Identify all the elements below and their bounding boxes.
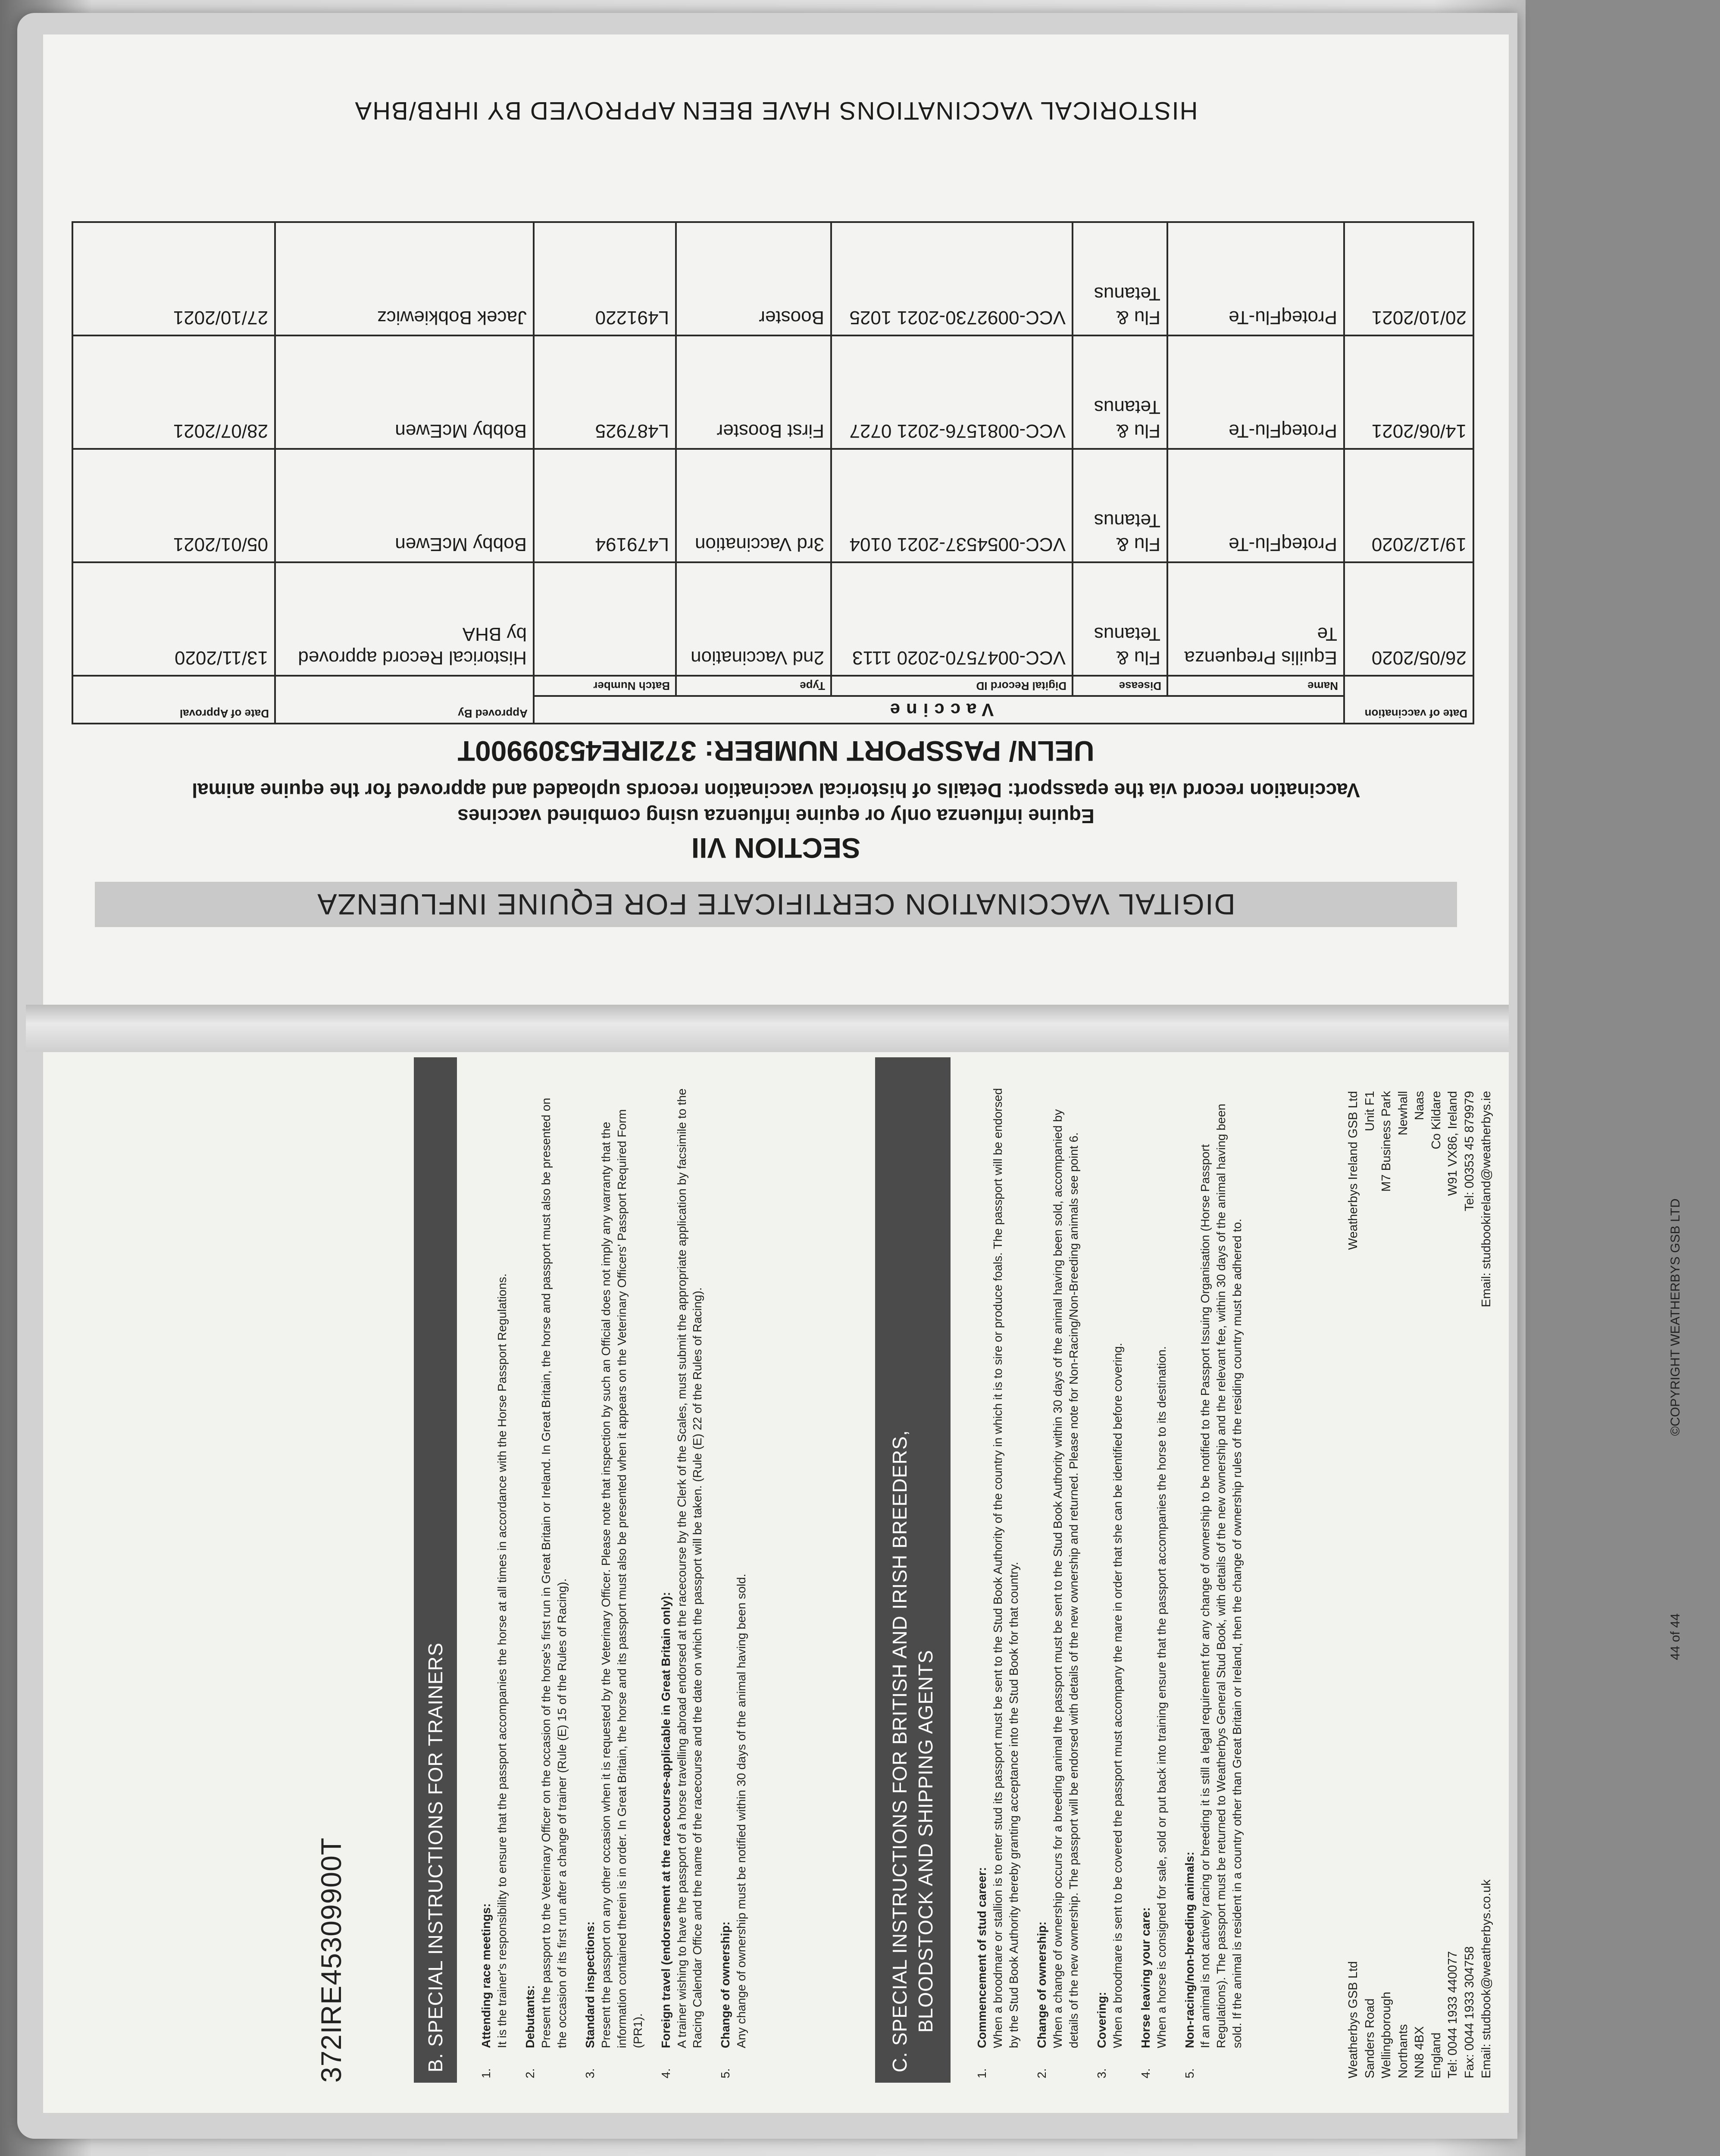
section-c-heading (875, 1057, 951, 2083)
header-date-of-approval: Date of Approval (72, 676, 275, 724)
cell-approved-by: Jacek Bobkiewicz (275, 222, 534, 335)
address-weatherbys-gsb: Weatherbys GSB Ltd Sanders Road Wellingborough Northants NN8 4BX England Tel: 0044 1933 440077 Fax: 0044 1933 304758 Email: studbook@weatherbys.co.uk (1346, 1879, 1493, 2078)
cell-date-of-vaccination: 20/10/2021 (1344, 222, 1473, 335)
header-type: Type (676, 676, 831, 696)
header-digital-record-id: Digital Record ID (831, 676, 1073, 696)
table-row (72, 222, 1473, 335)
address-weatherbys-ireland: Weatherbys Ireland GSB Ltd Unit F1 M7 Business Park Newhall Naas Co Kildare W91 VX86, Ireland Tel: 00353 45 879979 Email: studbookireland@weatherbys.ie (1346, 1091, 1493, 1307)
header-name: Name (1167, 676, 1344, 696)
item-title: Attending race meetings: (479, 1903, 493, 2048)
item-text: When a broodmare or stallion is to enter stud its passport must be sent to the Stud Book Authority of the country in which it is to sire or produce foals. The passport will be endorsed by the Stud Book Authority thereby granting acceptance into the Stud Book for that country. (991, 1088, 1020, 2048)
cell-digital-record-id: VCC-0047570-2020 1113 (831, 562, 1073, 676)
list-item (582, 1087, 646, 2078)
cell-date-of-vaccination: 19/12/2020 (1344, 449, 1473, 562)
table-row (72, 449, 1473, 562)
list-item (658, 1087, 706, 2078)
cell-batch-number (534, 562, 676, 676)
subtitle-line-1: Equine influenza only or equine influenza using combined vaccines (457, 805, 1095, 827)
cell-digital-record-id: VCC-0092730-2021 1025 (831, 222, 1073, 335)
item-title: Commencement of stud career: (975, 1867, 988, 2048)
item-text: Present the passport on any other occasion when it is requested by the Veterinary Officer. Please note that inspection by such an Official does not imply any warranty that the information contained therein is in order. In Great Britain, the horse and its passport must also be presented when it appears on the Veterinary Officers' Passport Required Form (PR1). (599, 1109, 644, 2048)
cell-approved-by: Bobby McEwen (275, 449, 534, 562)
cell-type: First Booster (676, 335, 831, 449)
list-item (1138, 1087, 1170, 2078)
item-number: 1. (975, 2068, 988, 2078)
section-c-list (974, 1087, 1257, 2078)
item-text: If an animal is not actively racing or breeding it is still a legal requirement for any change of ownership to be notified to the Passport Issuing Organisation (Horse Passport Regulations). The passport must be returned to Weatherbys General Stud Book, with details of the new ownership and the relevant fee, within 30 days of the animal having been sold. If the animal is resident in a country other than Great Britain or Ireland, then the change of ownership rules of the residing country must be adhered to. (1198, 1103, 1244, 2048)
subtitle-line-2: Vaccination record via the epassport: Details of historical vaccination records uploaded and approved for the equine animal (192, 779, 1360, 802)
cell-approved-by: Historical Record approved by BHA (275, 562, 534, 676)
cell-name: ProteqFlu-Te (1167, 222, 1344, 335)
section-c-title-line-2: BLOODSTOCK AND SHIPPING AGENTS (914, 1649, 937, 2033)
item-title: Change of ownership: (1035, 1921, 1048, 2048)
passport-spine (26, 1005, 1509, 1052)
cell-disease: Flu & Tetanus (1073, 222, 1167, 335)
table-row (72, 562, 1473, 676)
copyright-notice: ©COPYRIGHT WEATHERBYS GSB LTD (1668, 1198, 1682, 1436)
cell-date-of-vaccination: 14/06/2021 (1344, 335, 1473, 449)
item-text: When a broodmare is sent to be covered the passport must accompany the mare in order that she can be identified before covering. (1110, 1343, 1124, 2048)
item-number: 2. (1035, 2068, 1048, 2078)
section-c-title-line-1: C. SPECIAL INSTRUCTIONS FOR BRITISH AND IRISH BREEDERS, (888, 1430, 911, 2072)
cell-batch-number: L491220 (534, 222, 676, 335)
header-approved-by: Approved By (275, 676, 534, 724)
list-item (1094, 1087, 1126, 2078)
list-item (522, 1087, 570, 2078)
item-number: 5. (1182, 2068, 1196, 2078)
cell-approved-by: Bobby McEwen (275, 335, 534, 449)
cell-disease: Flu & Tetanus (1073, 335, 1167, 449)
cell-digital-record-id: VCC-0054537-2021 0104 (831, 449, 1073, 562)
cell-date-of-approval: 13/11/2020 (72, 562, 275, 676)
section-b-list (478, 1087, 762, 2078)
item-text: A trainer wishing to have the passport of a horse travelling abroad endorsed at the racecourse by the Clerk of the Scales, must submit the appropriate application by facsimile to the Racing Calendar Office and the name of the racecourse and the date on which the passport will be taken. (Rule (E) 22 of the Rules of Racing). (675, 1088, 704, 2048)
certificate-banner: DIGITAL VACCINATION CERTIFICATE FOR EQUINE INFLUENZA (95, 882, 1457, 927)
item-number: 5. (719, 2068, 732, 2078)
list-item (1182, 1087, 1246, 2078)
item-number: 3. (1095, 2068, 1108, 2078)
header-vaccine-group: Vaccine (534, 696, 1344, 724)
cell-type: 3rd Vaccination (676, 449, 831, 562)
item-number: 4. (1138, 2068, 1152, 2078)
item-number: 1. (479, 2068, 493, 2078)
item-title: Debutants: (523, 1985, 537, 2048)
cell-date-of-approval: 05/01/2021 (72, 449, 275, 562)
cell-type: 2nd Vaccination (676, 562, 831, 676)
item-title: Foreign travel (endorsement at the racecourse-applicable in Great Britain only): (659, 1592, 672, 2048)
item-text: Present the passport to the Veterinary Officer on the occasion of the horse's first run in Great Britain or Ireland. In Great Britain, the horse and passport must also be presented on the occasion of its first run after a change of trainer (Rule (E) 15 of the Rules of Racing). (539, 1097, 569, 2048)
item-title: Non-racing/non-breeding animals: (1182, 1852, 1196, 2048)
passport-number: 372IRE45309900T (315, 1837, 347, 2083)
section-title: SECTION VII (691, 832, 861, 864)
item-text: Any change of ownership must be notified within 30 days of the animal having been sold. (735, 1573, 748, 2048)
cell-date-of-vaccination: 26/05/2020 (1344, 562, 1473, 676)
item-title: Horse leaving your care: (1138, 1907, 1152, 2048)
item-title: Standard inspections: (583, 1921, 597, 2048)
header-date-of-vaccination: Date of vaccination (1344, 676, 1473, 724)
list-item (1034, 1087, 1082, 2078)
section-b-heading: B. SPECIAL INSTRUCTIONS FOR TRAINERS (414, 1057, 457, 2083)
cell-digital-record-id: VCC-0081576-2021 0727 (831, 335, 1073, 449)
vaccination-certificate (43, 34, 1509, 1009)
item-number: 2. (523, 2068, 537, 2078)
cell-date-of-approval: 28/07/2021 (72, 335, 275, 449)
item-number: 3. (583, 2068, 597, 2078)
list-item (718, 1087, 750, 2078)
list-item (974, 1087, 1022, 2078)
special-instructions (297, 1065, 1720, 2091)
table-row (72, 335, 1473, 449)
item-text: When a horse is consigned for sale, sold or put back into training ensure that the passport accompanies the horse to its destination. (1154, 1346, 1168, 2048)
vaccination-table (72, 221, 1474, 724)
historical-approval-note: HISTORICAL VACCINATIONS HAVE BEEN APPROVED BY IHRB/BHA (354, 97, 1198, 125)
header-disease: Disease (1073, 676, 1167, 696)
cell-batch-number: L487925 (534, 335, 676, 449)
cell-date-of-approval: 27/10/2021 (72, 222, 275, 335)
cell-name: Equilis Prequenza Te (1167, 562, 1344, 676)
cell-disease: Flu & Tetanus (1073, 562, 1167, 676)
cell-disease: Flu & Tetanus (1073, 449, 1167, 562)
item-title: Change of ownership: (719, 1921, 732, 2048)
cell-type: Booster (676, 222, 831, 335)
cell-batch-number: L479194 (534, 449, 676, 562)
ueln-passport-number: UELN/ PASSPORT NUMBER: 372IRE45309900T (457, 735, 1095, 767)
header-batch-number: Batch Number (534, 676, 676, 696)
list-item (478, 1087, 510, 2078)
item-text: When a change of ownership occurs for a breeding animal the passport must be sent to the Stud Book Authority within 30 days of the animal having been sold, accompanied by details of the new ownership. The passport will be endorsed with details of the new ownership and returned. Please note for Non-Racing/Non-Breeding animals see point 6. (1051, 1109, 1080, 2048)
cell-name: ProteqFlu-Te (1167, 449, 1344, 562)
item-number: 4. (659, 2068, 672, 2078)
item-title: Covering: (1095, 1992, 1108, 2048)
cell-name: ProteqFlu-Te (1167, 335, 1344, 449)
page-number: 44 of 44 (1668, 1613, 1682, 1660)
item-text: It is the trainer's responsibility to ensure that the passport accompanies the horse at all times in accordance with the Horse Passport Regulations. (495, 1273, 509, 2048)
